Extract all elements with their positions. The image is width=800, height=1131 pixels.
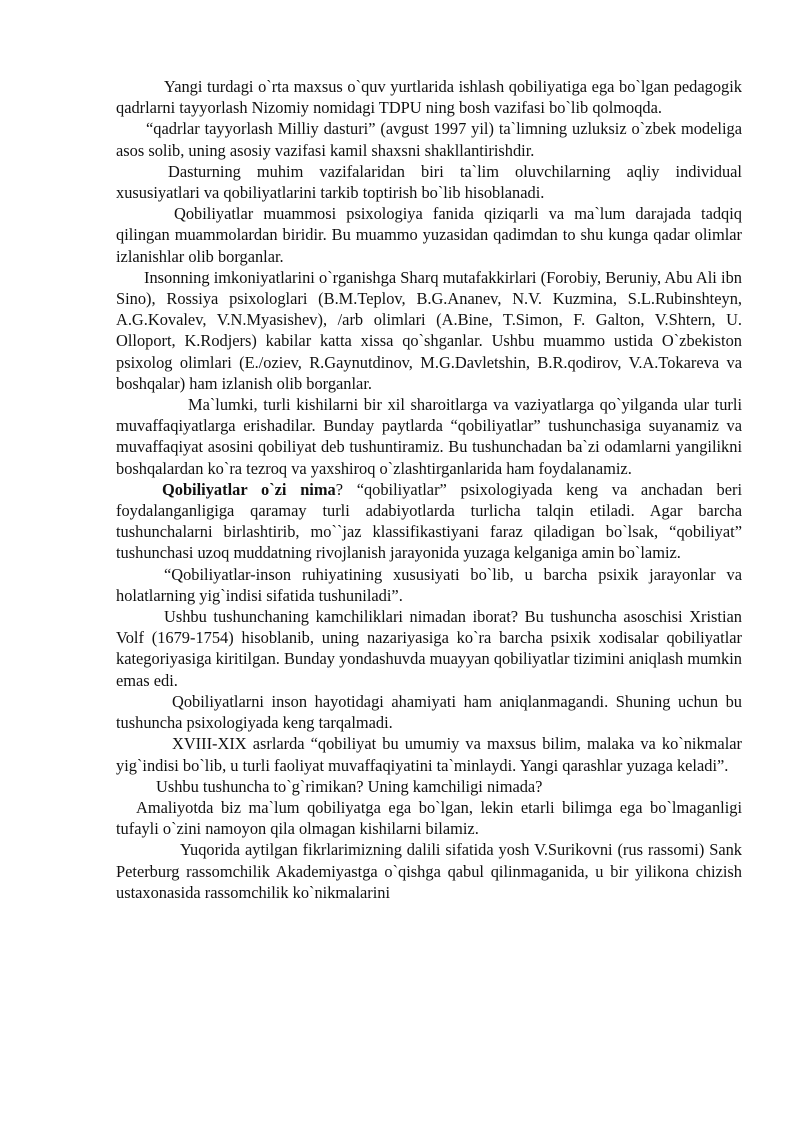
paragraph-10: Qobiliyatlarni inson hayotidagi ahamiyati ham aniqlanmagandi. Shuning uchun bu tushuncha psixologiyada keng tarqalmadi. bbox=[116, 691, 742, 733]
paragraph-6: Ma`lumki, turli kishilarni bir xil sharoitlarga va vaziyatlarga qo`yilganda ular turli muvaffaqiyatlarga erishadilar. Bunday paytlarda “qobiliyatlar” tushunchasiga suyanamiz va muvaffaqiyat asosini qobiliyat deb tushuntiramiz. Bu tushunchadan ba`zi odamlarni yangilikni boshqalardan ko`ra tezroq va yaxshiroq o`zlashtirganlarida ham foydalanamiz. bbox=[116, 395, 742, 478]
paragraph-11: XVIII-XIX asrlarda “qobiliyat bu umumiy va maxsus bilim, malaka va ko`nikmalar yig`indisi bo`lib, u turli faoliyat muvaffaqiyatini ta`minlaydi. Yangi qarashlar yuzaga keladi”. bbox=[116, 734, 742, 775]
paragraph-9: Ushbu tushunchaning kamchiliklari nimadan iborat? Bu tushuncha asoschisi Xristian Volf (1679-1754) hisoblanib, uning nazariyasiga ko`ra barcha psixik xodisalar qobiliyatlar kategoriyasiga kiritilgan. Bunday yondashuvda muayyan qobiliyatlar tizimini aniqlash mumkin emas edi. bbox=[116, 607, 742, 690]
paragraph-4: Qobiliyatlar muammosi psixologiya fanida qiziqarli va ma`lum darajada tadqiq qilingan muammolardan biridir. Bu muammo yuzasidan qadimdan to shu kunga qadar olimlar izlanishlar olib borganlar. bbox=[116, 204, 742, 266]
paragraph-5: Insonning imkoniyatlarini o`rganishga Sharq mutafakkirlari (Forobiy, Beruniy, Abu Ali ibn Sino), Rossiya psixologlari (B.M.Teplov, B.G.Ananev, N.V. Kuzmina, S.L.Rubinshteyn, A.G.Kovalev, V.N.Myasishev), /arb olimlari (A.Bine, T.Simon, F. Galton, V.Shtern, U. Olloport, K.Rodjers) kabilar katta xissa qo`shganlar. Ushbu muammo ustida O`zbekiston psixolog olimlari (E./oziev, R.Gaynutdinov, M.G.Davletshin, B.R.qodirov, V.A.Tokareva va boshqalar) ham izlanish olib borganlar. bbox=[116, 267, 742, 393]
paragraph-13: Amaliyotda biz ma`lum qobiliyatga ega bo`lgan, lekin etarli bilimga ega bo`lmaganligi tufayli o`zini namoyon qila olmagan kishilarni bilamiz. bbox=[116, 797, 742, 839]
paragraph-12: Ushbu tushuncha to`g`rimikan? Uning kamchiligi nimada? bbox=[156, 776, 543, 796]
document-body bbox=[116, 76, 742, 903]
paragraph-2: “qadrlar tayyorlash Milliy dasturi” (avgust 1997 yil) ta`limning uzluksiz o`zbek modeliga asos solib, uning asosiy vazifasi kamil shaxsni shakllantirishdir. bbox=[116, 119, 742, 160]
paragraph-7 bbox=[116, 479, 742, 564]
paragraph-3: Dasturning muhim vazifalaridan biri ta`lim oluvchilarning aqliy individual xususiyatlari va qobiliyatlarini tarkib toptirish bo`lib hisoblanadi. bbox=[116, 161, 742, 203]
paragraph-1: Yangi turdagi o`rta maxsus o`quv yurtlarida ishlash qobiliyatiga ega bo`lgan pedagogik qadrlarni tayyorlash Nizomiy nomidagi TDPU ning bosh vazifasi bo`lib qolmoqda. bbox=[116, 77, 742, 118]
section-question-heading: Qobiliyatlar o`zi nima bbox=[162, 479, 336, 499]
paragraph-14: Yuqorida aytilgan fikrlarimizning dalili sifatida yosh V.Surikovni (rus rassomi) Sank Peterburg rassomchilik Akademiyastga o`qishga qabul qilinmaganida, u bir yilikona chizish ustaxonasida rassomchilik ko`nikmalarini bbox=[116, 840, 742, 902]
paragraph-8: “Qobiliyatlar-inson ruhiyatining xususiyati bo`lib, u barcha psixik jarayonlar va holatlarning yig`indisi sifatida tushuniladi”. bbox=[116, 564, 742, 605]
paragraph-7-text: ? “qobiliyatlar” psixologiyada keng va anchadan beri foydalanganligiga qaramay turli adabiyotlarda turlicha talqin etiladi. Agar barcha tushunchalarni birlashtirib, mo``jaz klassifikastiyani faraz qiladigan bo`lsak, “qobiliyat” tushunchasi uzoq muddatning rivojlanish jarayonida yuzaga kelganiga amin bo`lamiz. bbox=[116, 479, 742, 563]
